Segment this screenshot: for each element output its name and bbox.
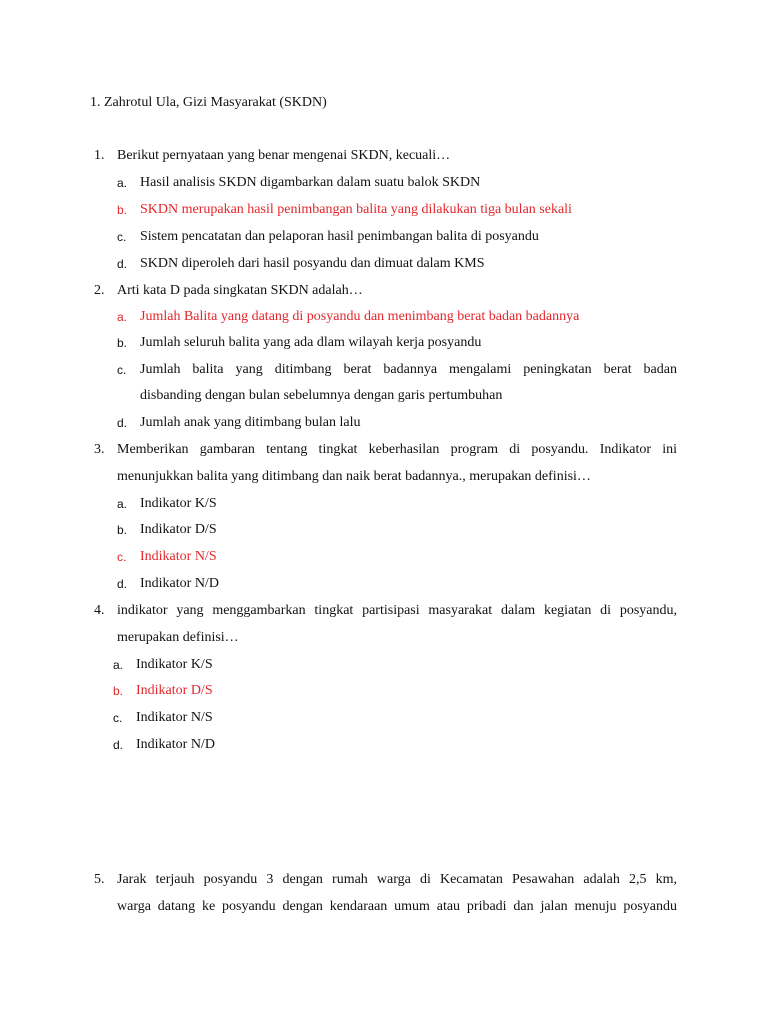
option-letter: d. xyxy=(117,577,128,591)
question-number: 5. xyxy=(94,872,105,887)
option-text-correct: Indikator D/S xyxy=(136,683,213,698)
question-text: Jarak terjauh posyandu 3 dengan rumah warga di Kecamatan Pesawahan adalah 2,5 km, xyxy=(117,872,677,887)
option-letter: d. xyxy=(117,416,128,430)
option-letter: c. xyxy=(113,711,123,725)
option-letter-correct: b. xyxy=(113,684,124,698)
option-letter: a. xyxy=(113,658,124,672)
option-text-continuation: disbanding dengan bulan sebelumnya dengan garis pertumbuhan xyxy=(140,388,503,403)
option-text: Indikator D/S xyxy=(140,522,217,537)
question-text-continuation: warga datang ke posyandu dengan kendaraan umum atau pribadi dan jalan menuju posyandu xyxy=(117,899,677,914)
option-text: Indikator N/S xyxy=(136,710,213,725)
question-text: Arti kata D pada singkatan SKDN adalah… xyxy=(117,283,363,298)
question-text: Memberikan gambaran tentang tingkat keberhasilan program di posyandu. Indikator ini xyxy=(117,442,677,457)
option-text: Indikator K/S xyxy=(140,496,217,511)
option-letter: b. xyxy=(117,336,128,350)
question-number: 2. xyxy=(94,283,105,298)
option-letter-correct: a. xyxy=(117,310,128,324)
option-text: Jumlah seluruh balita yang ada dlam wilayah kerja posyandu xyxy=(140,335,482,350)
option-text: Indikator N/D xyxy=(140,576,219,591)
option-letter: d. xyxy=(117,257,128,271)
option-text: SKDN diperoleh dari hasil posyandu dan dimuat dalam KMS xyxy=(140,256,485,271)
option-letter: c. xyxy=(117,230,127,244)
option-letter: b. xyxy=(117,523,128,537)
question-text-continuation: menunjukkan balita yang ditimbang dan naik berat badannya., merupakan definisi… xyxy=(117,469,591,484)
option-text: Hasil analisis SKDN digambarkan dalam suatu balok SKDN xyxy=(140,175,481,190)
option-text-correct: Jumlah Balita yang datang di posyandu dan menimbang berat badan badannya xyxy=(140,309,580,324)
question-text-continuation: merupakan definisi… xyxy=(117,630,239,645)
option-letter-correct: b. xyxy=(117,203,128,217)
question-number: 1. xyxy=(94,148,105,163)
question-text: indikator yang menggambarkan tingkat partisipasi masyarakat dalam kegiatan di posyandu, xyxy=(117,603,677,618)
question-number: 3. xyxy=(94,442,105,457)
option-letter: a. xyxy=(117,497,128,511)
option-text: Indikator K/S xyxy=(136,657,213,672)
question-number: 4. xyxy=(94,603,105,618)
option-text: Jumlah anak yang ditimbang bulan lalu xyxy=(140,415,361,430)
option-letter: c. xyxy=(117,363,127,377)
option-letter: d. xyxy=(113,738,124,752)
option-letter-correct: c. xyxy=(117,550,127,564)
option-text-correct: SKDN merupakan hasil penimbangan balita yang dilakukan tiga bulan sekali xyxy=(140,202,572,217)
option-letter: a. xyxy=(117,176,128,190)
document-title: 1. Zahrotul Ula, Gizi Masyarakat (SKDN) xyxy=(90,95,327,110)
question-text: Berikut pernyataan yang benar mengenai SKDN, kecuali… xyxy=(117,148,451,163)
option-text: Indikator N/D xyxy=(136,737,215,752)
option-text: Sistem pencatatan dan pelaporan hasil penimbangan balita di posyandu xyxy=(140,229,539,244)
option-text: Jumlah balita yang ditimbang berat badannya mengalami peningkatan berat badan xyxy=(140,362,677,377)
option-text-correct: Indikator N/S xyxy=(140,549,217,564)
